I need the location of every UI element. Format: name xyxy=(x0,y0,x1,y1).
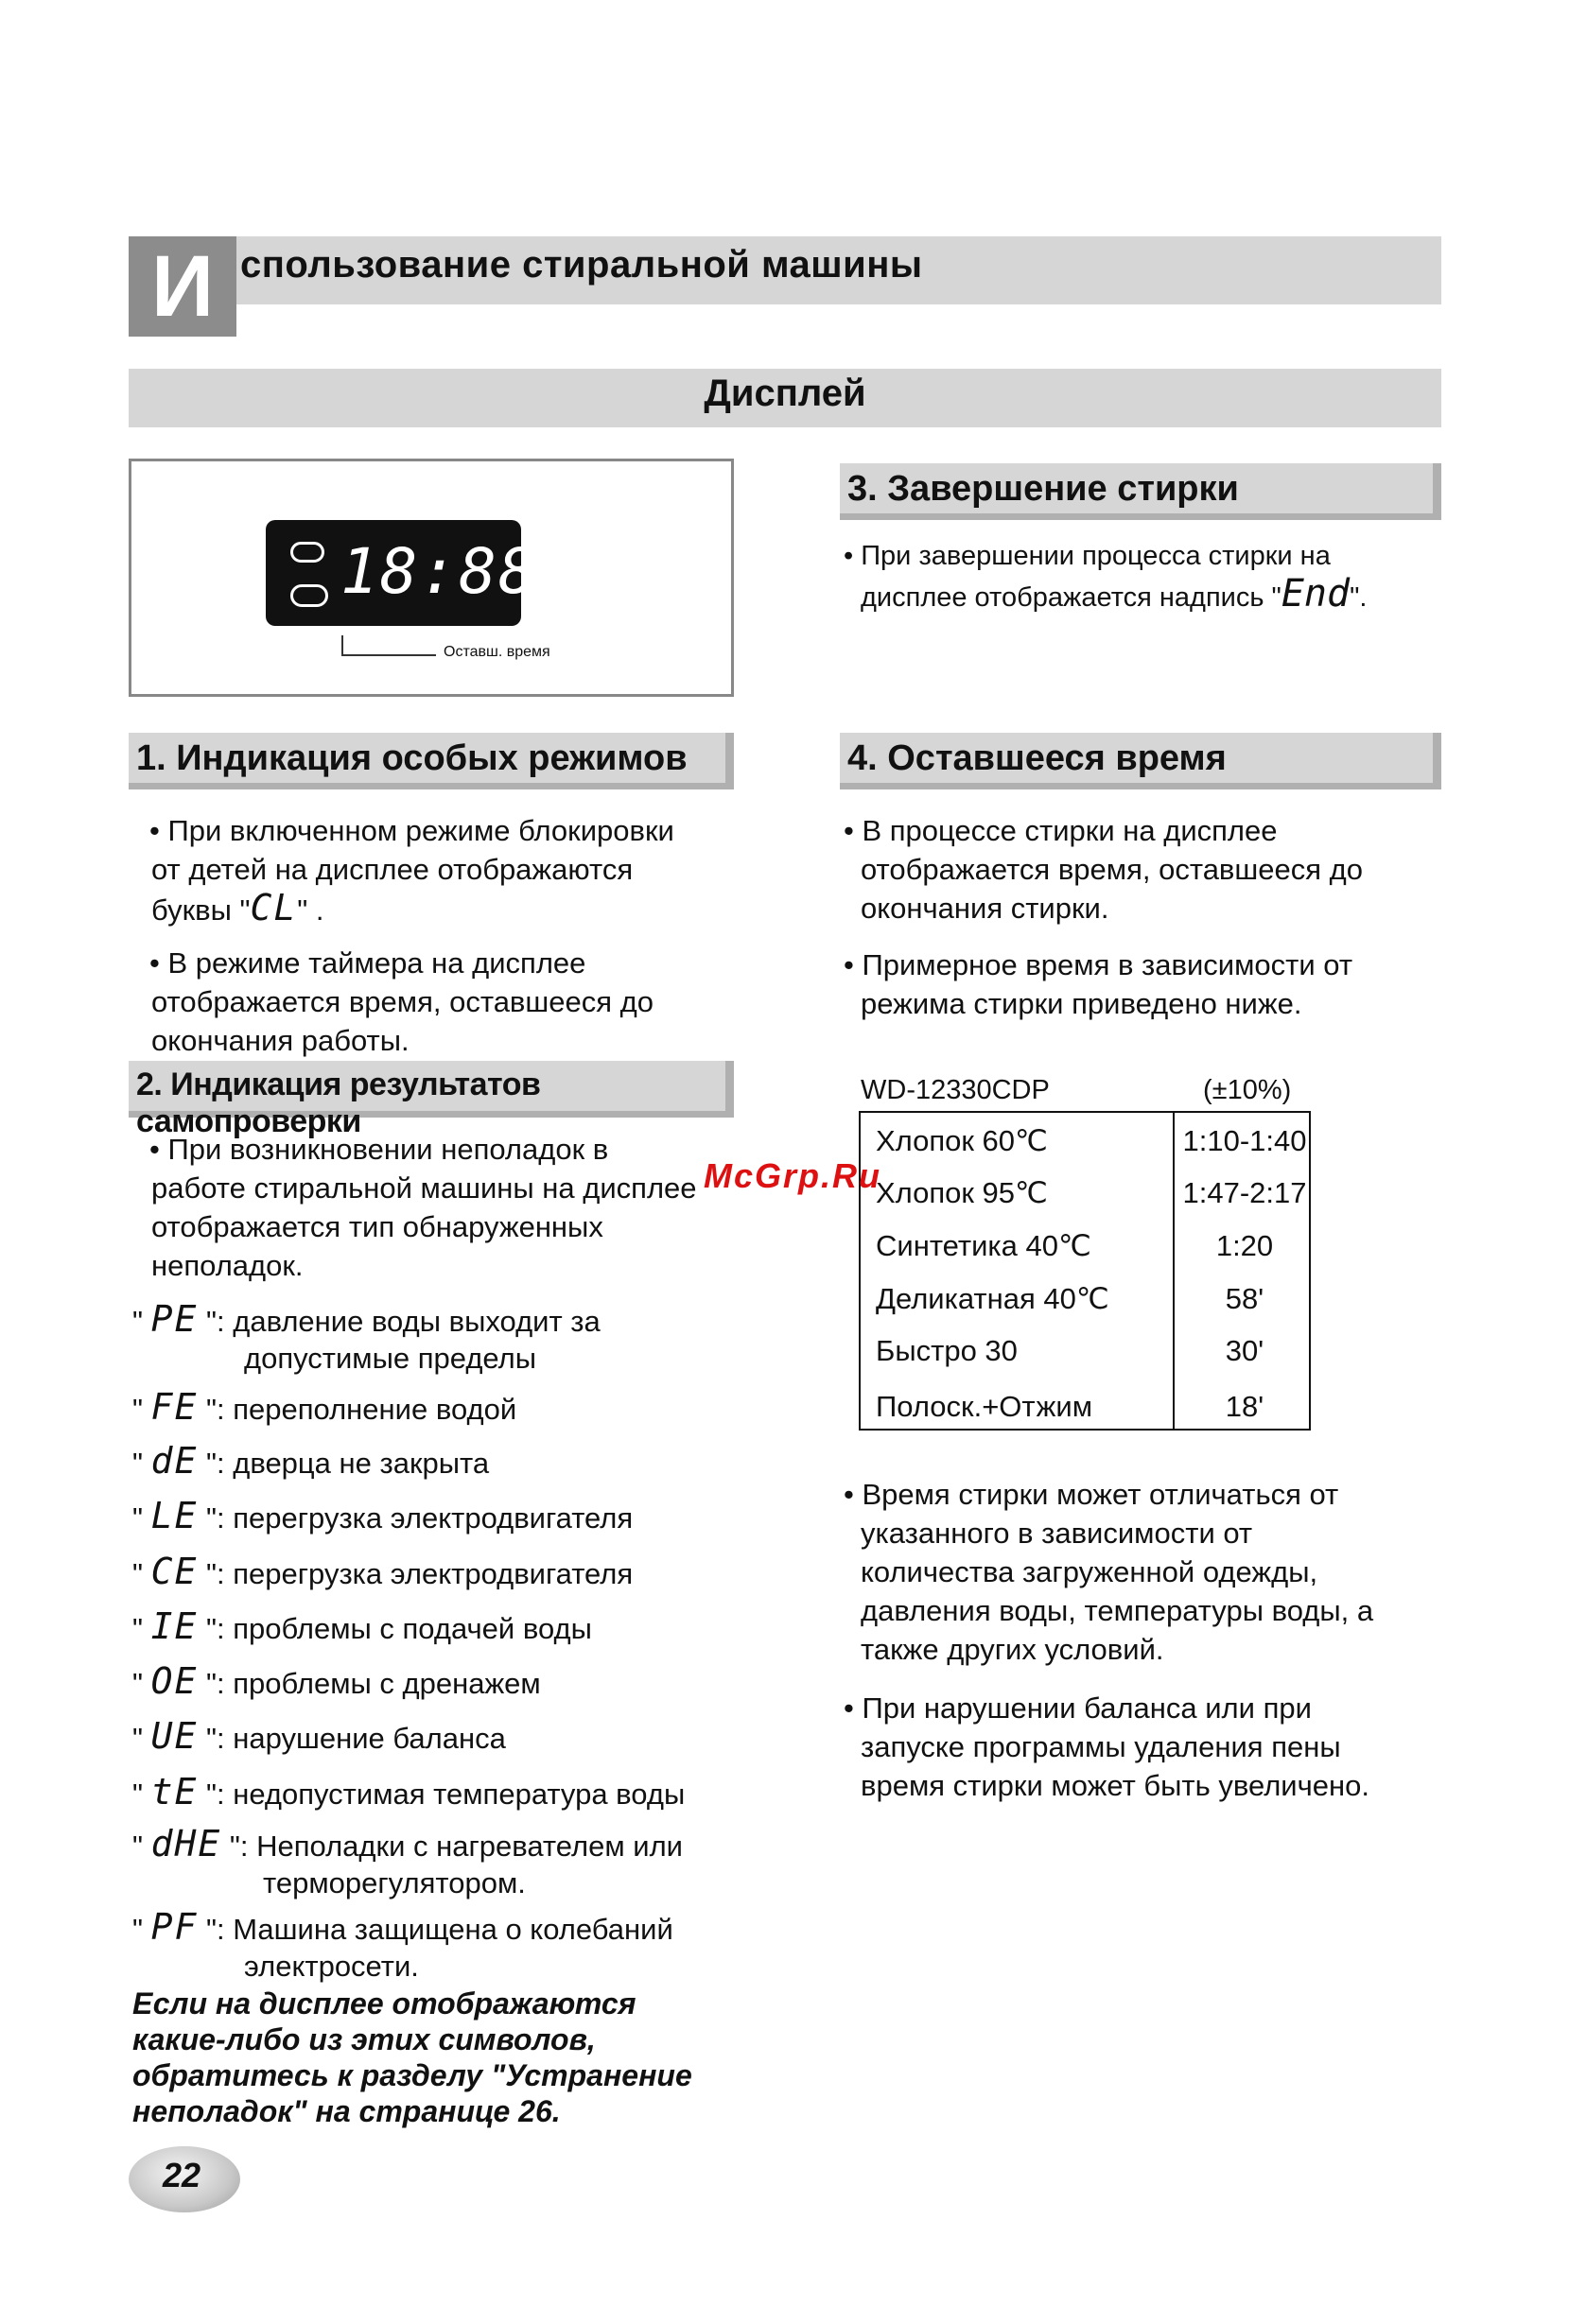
remain-b3-l3: количества загруженной одежды, xyxy=(861,1555,1318,1588)
special-b2-l1: • В режиме таймера на дисплее xyxy=(149,946,586,980)
completion-line-2: дисплее отображается надпись "End". xyxy=(861,572,1368,616)
error-code: LE xyxy=(150,1495,199,1536)
table-cell-program: Полоск.+Отжим xyxy=(876,1390,1093,1423)
heading-special-modes-text: 1. Индикация особых режимов xyxy=(136,738,688,778)
error-description: давление воды выходит за xyxy=(233,1305,601,1338)
table-cell-program: Деликатная 40℃ xyxy=(876,1282,1109,1315)
lcd-digits: 18:88 xyxy=(340,535,538,608)
remain-b1-l2: отображается время, оставшееся до xyxy=(861,853,1363,886)
page-number: 22 xyxy=(163,2156,201,2194)
table-cell-time: 18' xyxy=(1225,1390,1264,1423)
error-code: tE xyxy=(150,1771,199,1812)
cl-code: CL xyxy=(250,887,298,928)
wash-time-table xyxy=(859,1111,1311,1431)
end-code: End xyxy=(1281,572,1351,616)
table-divider xyxy=(1173,1113,1175,1429)
error-code-row: " OE ": проблемы с дренажем xyxy=(132,1660,541,1702)
special-b1-l3: буквы "CL" . xyxy=(151,887,324,928)
error-code-row: " LE ": перегрузка электродвигателя xyxy=(132,1495,634,1536)
remain-b2-l1: • Примерное время в зависимости от xyxy=(844,948,1353,981)
special-b1-l1: • При включенном режиме блокировки xyxy=(149,814,674,847)
heading-remaining-time xyxy=(840,733,1441,789)
table-cell-time: 30' xyxy=(1225,1334,1264,1367)
table-cell-program: Синтетика 40℃ xyxy=(876,1229,1091,1262)
error-code: PE xyxy=(150,1298,199,1340)
selftest-l2: работе стиральной машины на дисплее xyxy=(151,1171,697,1205)
error-code: UE xyxy=(150,1715,199,1757)
table-cell-program: Хлопок 95℃ xyxy=(876,1176,1048,1209)
special-b2-l3: окончания работы. xyxy=(151,1024,410,1057)
troubleshooting-note: Если на дисплее отображаются какие-либо из этих символов, обратитесь к разделу "Устранение неполадок" на странице 26. xyxy=(132,1986,692,2128)
page-title: спользование стиральной машины xyxy=(240,244,923,286)
error-code: OE xyxy=(150,1660,199,1702)
special-b1-l2: от детей на дисплее отображаются xyxy=(151,853,634,886)
remain-b3-l1: • Время стирки может отличаться от xyxy=(844,1478,1339,1511)
error-description-cont: электросети. xyxy=(244,1950,419,1983)
error-description: проблемы с подачей воды xyxy=(233,1612,592,1645)
error-code-row: " IE ": проблемы с подачей воды xyxy=(132,1605,592,1647)
remain-b1-l3: окончания стирки. xyxy=(861,892,1109,925)
table-cell-time: 1:20 xyxy=(1215,1229,1274,1262)
error-description: переполнение водой xyxy=(233,1393,517,1426)
completion-line-1: • При завершении процесса стирки на xyxy=(844,541,1331,571)
error-description: дверца не закрыта xyxy=(233,1447,490,1480)
title-initial: И xyxy=(129,236,236,337)
error-description: недопустимая температура воды xyxy=(233,1778,686,1811)
remain-b3-l2: указанного в зависимости от xyxy=(861,1517,1253,1550)
error-code: dHE xyxy=(150,1823,222,1864)
model-label: WD-12330CDP xyxy=(861,1075,1050,1105)
error-code-row: " CE ": перегрузка электродвигателя xyxy=(132,1551,634,1592)
remain-b3-l4: давления воды, температуры воды, а xyxy=(861,1594,1374,1627)
table-cell-time: 1:47-2:17 xyxy=(1182,1176,1307,1209)
error-code: FE xyxy=(150,1386,199,1428)
remain-b2-l2: режима стирки приведено ниже. xyxy=(861,987,1302,1020)
remain-b4-l1: • При нарушении баланса или при xyxy=(844,1691,1312,1725)
error-code-row: " FE ": переполнение водой xyxy=(132,1386,517,1428)
error-description-cont: допустимые пределы xyxy=(244,1342,536,1375)
error-description: перегрузка электродвигателя xyxy=(233,1501,634,1535)
error-code: IE xyxy=(150,1605,199,1647)
error-code: dE xyxy=(150,1440,199,1482)
error-code-row: " PF ": Машина защищена о колебаний xyxy=(132,1906,673,1948)
error-code: CE xyxy=(150,1551,199,1592)
remain-b1-l1: • В процессе стирки на дисплее xyxy=(844,814,1278,847)
watermark: McGrp.Ru xyxy=(704,1156,882,1195)
error-code-row: " tE ": недопустимая температура воды xyxy=(132,1771,686,1812)
heading-self-test-text: 2. Индикация результатов самопроверки xyxy=(136,1067,541,1139)
error-code-row: " dHE ": Неполадки с нагревателем или xyxy=(132,1823,683,1864)
remain-b3-l5: также других условий. xyxy=(861,1633,1164,1666)
selftest-l1: • При возникновении неполадок в xyxy=(149,1133,609,1166)
selftest-l4: неполадок. xyxy=(151,1249,304,1282)
error-description: проблемы с дренажем xyxy=(233,1667,541,1700)
heading-completion xyxy=(840,463,1441,520)
heading-special-modes xyxy=(129,733,734,789)
error-code-row: " dE ": дверца не закрыта xyxy=(132,1440,490,1482)
error-description: Машина защищена о колебаний xyxy=(233,1913,673,1946)
error-description: нарушение баланса xyxy=(233,1722,506,1755)
error-code-row: " UE ": нарушение баланса xyxy=(132,1715,506,1757)
remaining-time-caption: Оставш. время xyxy=(444,644,550,660)
error-description: перегрузка электродвигателя xyxy=(233,1557,634,1590)
child-lock-icon xyxy=(290,542,324,563)
error-code-row: " PE ": давление воды выходит за xyxy=(132,1298,601,1340)
selftest-l3: отображается тип обнаруженных xyxy=(151,1210,603,1243)
error-description: Неполадки с нагревателем или xyxy=(256,1830,683,1863)
remain-b4-l3: время стирки может быть увеличено. xyxy=(861,1769,1369,1802)
special-b2-l2: отображается время, оставшееся до xyxy=(151,985,654,1018)
heading-self-test xyxy=(129,1061,734,1139)
heading-completion-text: 3. Завершение стирки xyxy=(847,469,1239,509)
table-cell-time: 58' xyxy=(1225,1282,1264,1315)
table-cell-program: Хлопок 60℃ xyxy=(876,1124,1048,1157)
section-title: Дисплей xyxy=(704,373,866,414)
caption-leader-line xyxy=(341,654,436,656)
caption-leader-line xyxy=(341,635,343,656)
remain-b4-l2: запуске программы удаления пены xyxy=(861,1730,1341,1763)
error-code: PF xyxy=(150,1906,199,1948)
table-cell-program: Быстро 30 xyxy=(876,1334,1018,1367)
heading-remaining-time-text: 4. Оставшееся время xyxy=(847,738,1227,778)
table-cell-time: 1:10-1:40 xyxy=(1182,1124,1307,1157)
tolerance-label: (±10%) xyxy=(1203,1075,1292,1105)
wash-indicator-icon xyxy=(290,584,328,607)
error-description-cont: терморегулятором. xyxy=(263,1866,526,1899)
